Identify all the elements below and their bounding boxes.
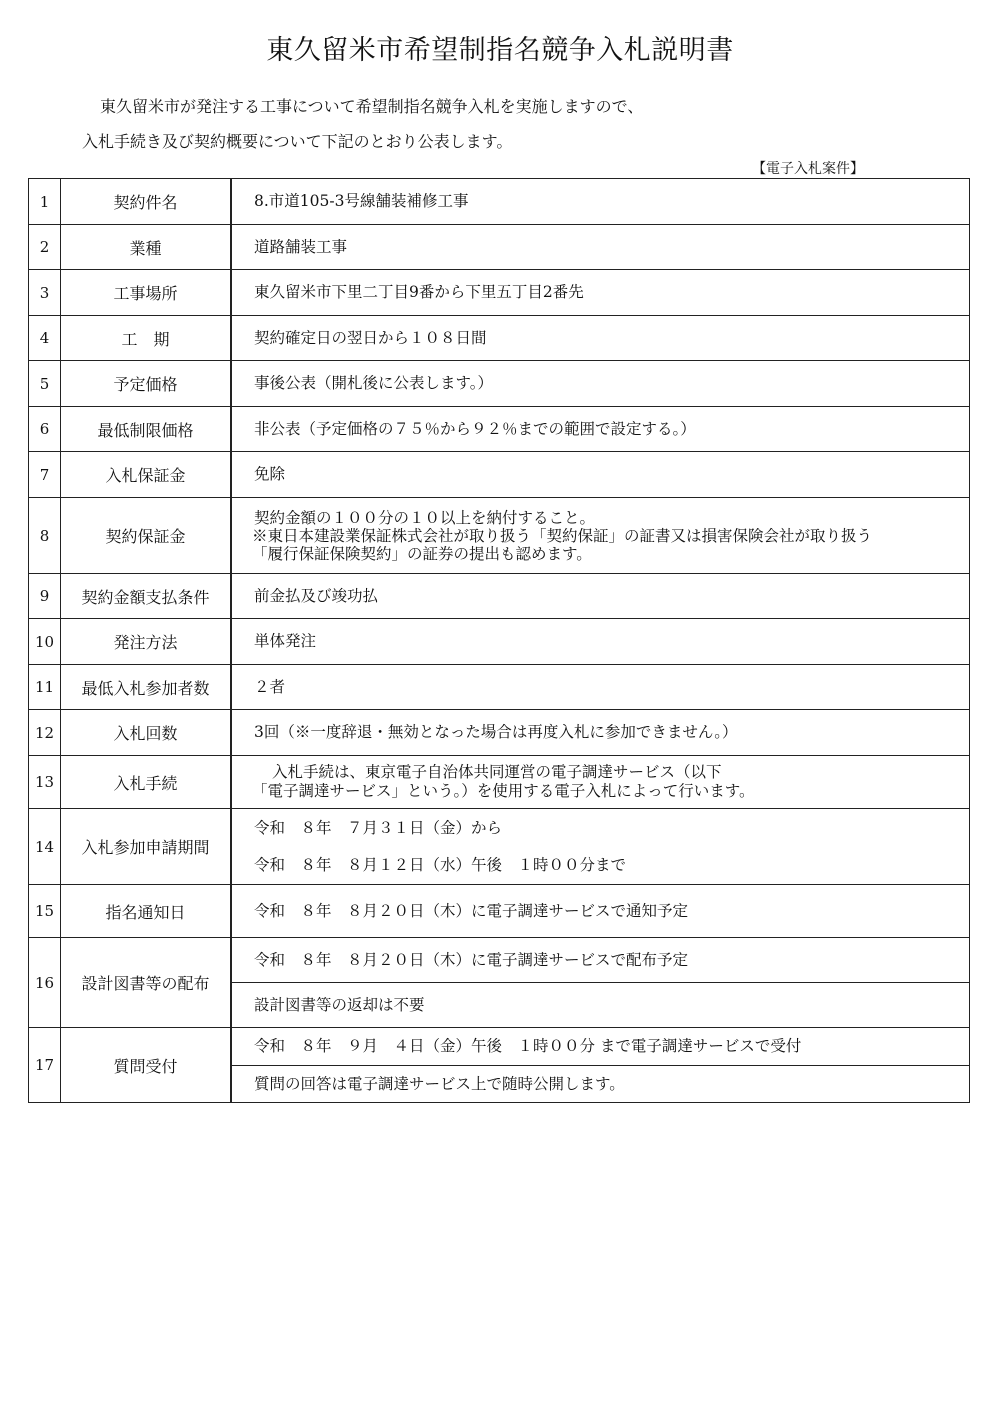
row-number: 9 [29, 574, 61, 619]
table-row [29, 1028, 970, 1066]
row-number: 10 [29, 619, 61, 665]
value-line: 令和 ８年 ７月３１日（金）から [254, 818, 503, 837]
value-line: 「履行保証保険契約」の証券の提出も認めます。 [252, 544, 592, 563]
document-title: 東久留米市希望制指名競争入札説明書 [266, 35, 734, 66]
row-value [231, 756, 970, 809]
row-number: 5 [29, 361, 61, 407]
row-label: 工事場所 [61, 270, 232, 316]
row-number: 7 [29, 452, 61, 498]
table-row [29, 665, 970, 710]
table-row [29, 225, 970, 270]
table-row [29, 710, 970, 756]
row-label: 入札参加申請期間 [61, 809, 232, 885]
electronic-bid-tag: 【電子入札案件】 [752, 161, 864, 177]
table-row [29, 885, 970, 938]
row-value [231, 809, 970, 885]
row-value: 設計図書等の返却は不要 [231, 983, 970, 1028]
row-label: 業種 [61, 225, 232, 270]
row-number: 2 [29, 225, 61, 270]
bid-info-table [28, 178, 970, 1103]
row-value: 非公表（予定価格の７５％から９２％までの範囲で設定する。） [231, 407, 970, 452]
row-label: 入札保証金 [61, 452, 232, 498]
row-value: 3回（※一度辞退・無効となった場合は再度入札に参加できません。） [231, 710, 970, 756]
row-number: 13 [29, 756, 61, 809]
row-value [231, 498, 970, 574]
row-number: 3 [29, 270, 61, 316]
row-value: 前金払及び竣功払 [231, 574, 970, 619]
row-label: 契約金額支払条件 [61, 574, 232, 619]
row-number: 11 [29, 665, 61, 710]
row-value: 単体発注 [231, 619, 970, 665]
row-number: 16 [29, 938, 61, 1028]
row-number: 14 [29, 809, 61, 885]
row-label: 予定価格 [61, 361, 232, 407]
row-number: 6 [29, 407, 61, 452]
table-row [29, 361, 970, 407]
table-row [29, 809, 970, 885]
table-row [29, 756, 970, 809]
row-value: 免除 [231, 452, 970, 498]
row-number: 8 [29, 498, 61, 574]
intro-line-1: 東久留米市が発注する工事について希望制指名競争入札を実施しますので、 [100, 97, 644, 116]
table-row [29, 270, 970, 316]
row-number: 15 [29, 885, 61, 938]
value-line: ※東日本建設業保証株式会社が取り扱う「契約保証」の証書又は損害保険会社が取り扱う [252, 526, 873, 545]
table-row [29, 316, 970, 361]
row-label: 指名通知日 [61, 885, 232, 938]
row-value: 令和 ８年 ９月 ４日（金）午後 １時００分 まで電子調達サービスで受付 [231, 1028, 970, 1066]
row-value: 8.市道105-3号線舗装補修工事 [231, 179, 970, 225]
value-line: 契約金額の１００分の１０以上を納付すること。 [254, 508, 596, 527]
row-label: 最低入札参加者数 [61, 665, 232, 710]
row-label: 入札手続 [61, 756, 232, 809]
row-value: 事後公表（開札後に公表します。） [231, 361, 970, 407]
row-label: 質問受付 [61, 1028, 232, 1103]
row-label: 契約保証金 [61, 498, 232, 574]
value-line: 入札手続は、東京電子自治体共同運営の電子調達サービス（以下 [272, 763, 722, 781]
table-row [29, 574, 970, 619]
table-row [29, 407, 970, 452]
table-row [29, 452, 970, 498]
value-line: 「電子調達サービス」という。）を使用する電子入札によって行います。 [252, 782, 755, 800]
intro-line-2: 入札手続き及び契約概要について下記のとおり公表します。 [82, 132, 513, 151]
row-value: ２者 [231, 665, 970, 710]
row-number: 4 [29, 316, 61, 361]
row-label: 最低制限価格 [61, 407, 232, 452]
row-value: 東久留米市下里二丁目9番から下里五丁目2番先 [231, 270, 970, 316]
row-label: 発注方法 [61, 619, 232, 665]
table-row [29, 619, 970, 665]
row-label: 入札回数 [61, 710, 232, 756]
value-line: 令和 ８年 ８月１２日（水）午後 １時００分まで [254, 855, 627, 874]
row-label: 設計図書等の配布 [61, 938, 232, 1028]
row-value: 質問の回答は電子調達サービス上で随時公開します。 [231, 1066, 970, 1103]
table-row [29, 179, 970, 225]
table-row [29, 938, 970, 983]
row-value: 契約確定日の翌日から１０８日間 [231, 316, 970, 361]
row-value: 令和 ８年 ８月２０日（木）に電子調達サービスで配布予定 [231, 938, 970, 983]
table-row [29, 498, 970, 574]
row-number: 17 [29, 1028, 61, 1103]
row-label: 契約件名 [61, 179, 232, 225]
row-label: 工 期 [61, 316, 232, 361]
row-value: 道路舗装工事 [231, 225, 970, 270]
row-number: 12 [29, 710, 61, 756]
row-number: 1 [29, 179, 61, 225]
row-value: 令和 ８年 ８月２０日（木）に電子調達サービスで通知予定 [231, 885, 970, 938]
